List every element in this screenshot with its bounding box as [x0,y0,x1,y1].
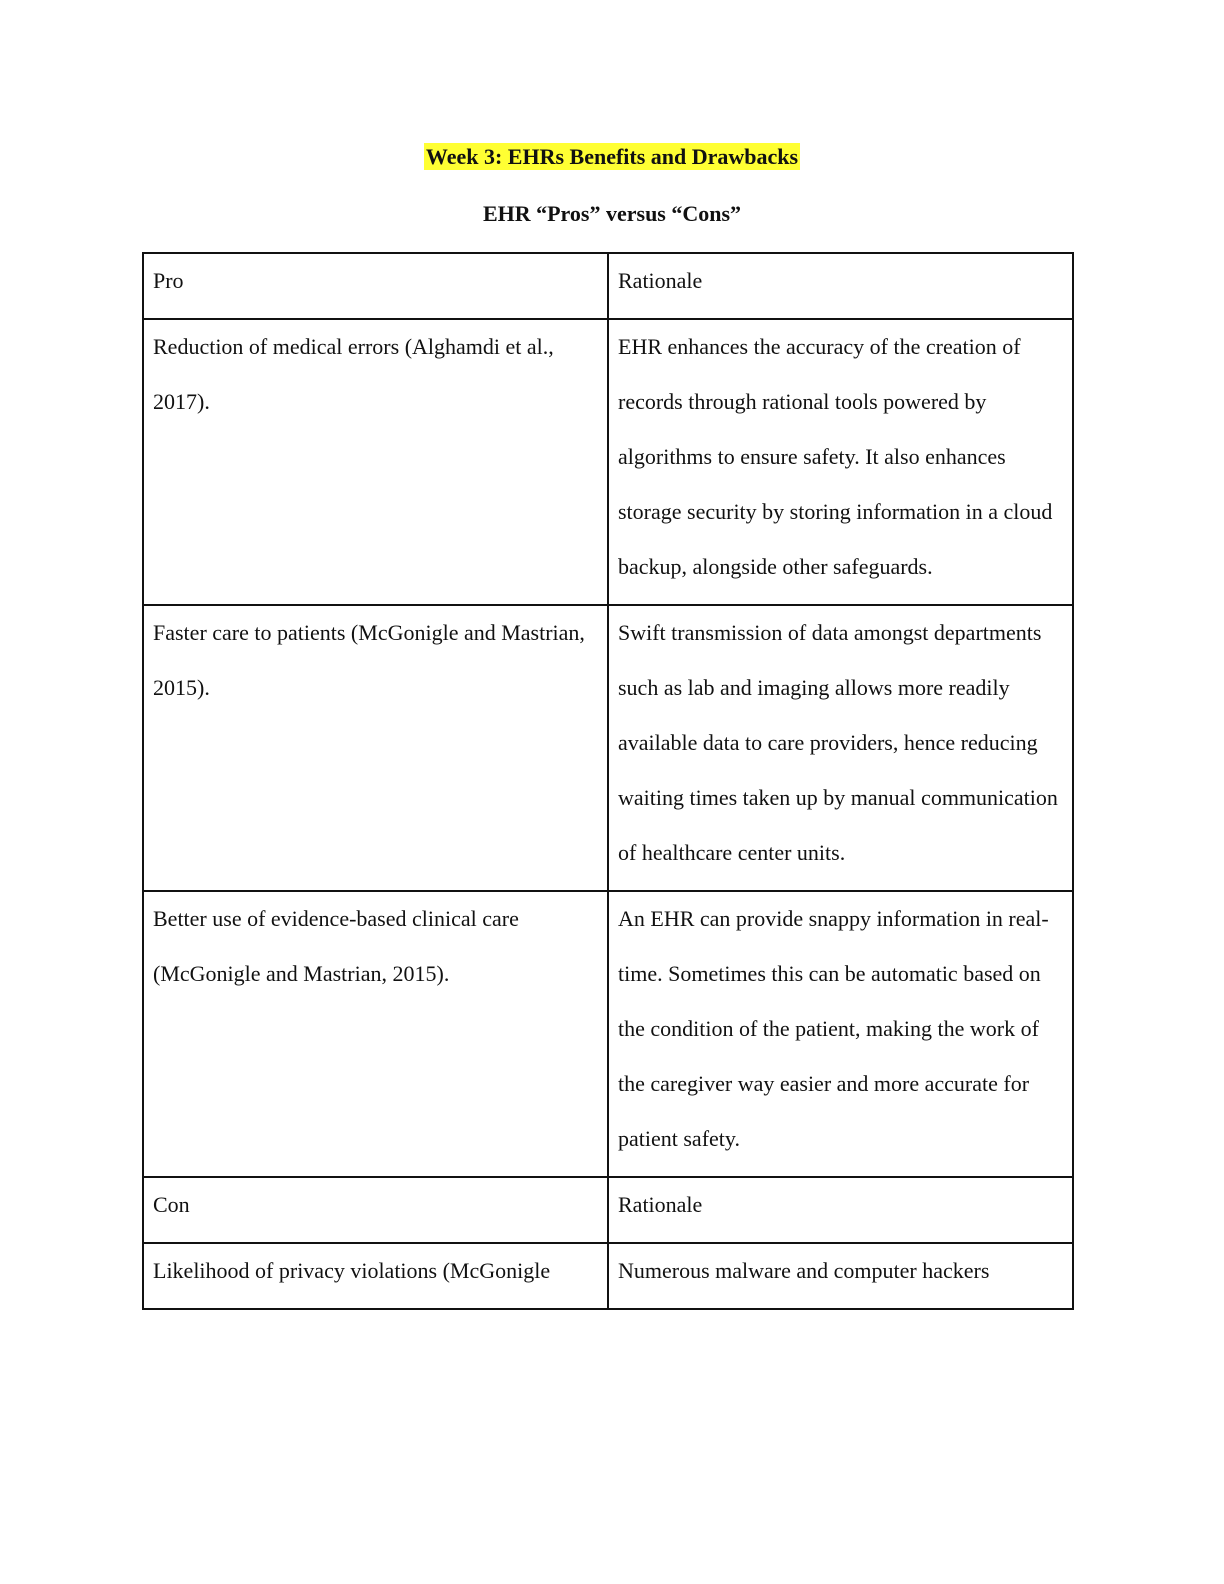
table-cell-pro-header [143,253,608,319]
cell-text: Likelihood of privacy violations (McGonigle [153,1258,551,1283]
cell-text: Better use of evidence-based clinical care (McGonigle and Mastrian, 2015). [153,906,519,986]
cell-text: Pro [153,268,184,293]
page-subtitle: EHR “Pros” versus “Cons” [482,201,742,226]
table-cell-pro [143,605,608,891]
cell-text: Numerous malware and computer hackers [618,1258,990,1283]
cell-text: Faster care to patients (McGonigle and Mastrian, 2015). [153,620,585,700]
table-header-row-con [143,1177,1073,1243]
table-header-row-pro [143,253,1073,319]
cell-text: Rationale [618,1192,703,1217]
cell-text: Rationale [618,268,703,293]
table-row [143,891,1073,1177]
table-cell-rationale [608,605,1073,891]
table-cell-rationale [608,1243,1073,1309]
table-cell-pro [143,891,608,1177]
table-cell-rationale [608,319,1073,605]
cell-text: Reduction of medical errors (Alghamdi et al., 2017). [153,334,554,414]
table-cell-pro [143,319,608,605]
cell-text: Swift transmission of data amongst departments such as lab and imaging allows more readily available data to care providers, hence reducing waiting times taken up by manual communication of healthcare center units. [618,620,1058,865]
table-cell-rationale [608,891,1073,1177]
pros-cons-table [142,252,1074,1310]
table-cell-rationale-header [608,253,1073,319]
table-row [143,319,1073,605]
table-row [143,1243,1073,1309]
table-cell-con-header [143,1177,608,1243]
cell-text: Con [153,1192,190,1217]
cell-text: EHR enhances the accuracy of the creation of records through rational tools powered by algorithms to ensure safety. It also enhances storage security by storing information in a cloud backup, alongside other safeguards. [618,334,1053,579]
cell-text: An EHR can provide snappy information in real-time. Sometimes this can be automatic based on the condition of the patient, making the work of the caregiver way easier and more accurate for patient safety. [618,906,1049,1151]
table-row [143,605,1073,891]
page-title-text: Week 3: EHRs Benefits and Drawbacks [425,144,799,169]
table-cell-rationale-header [608,1177,1073,1243]
table-cell-con [143,1243,608,1309]
page-title [0,140,1224,174]
